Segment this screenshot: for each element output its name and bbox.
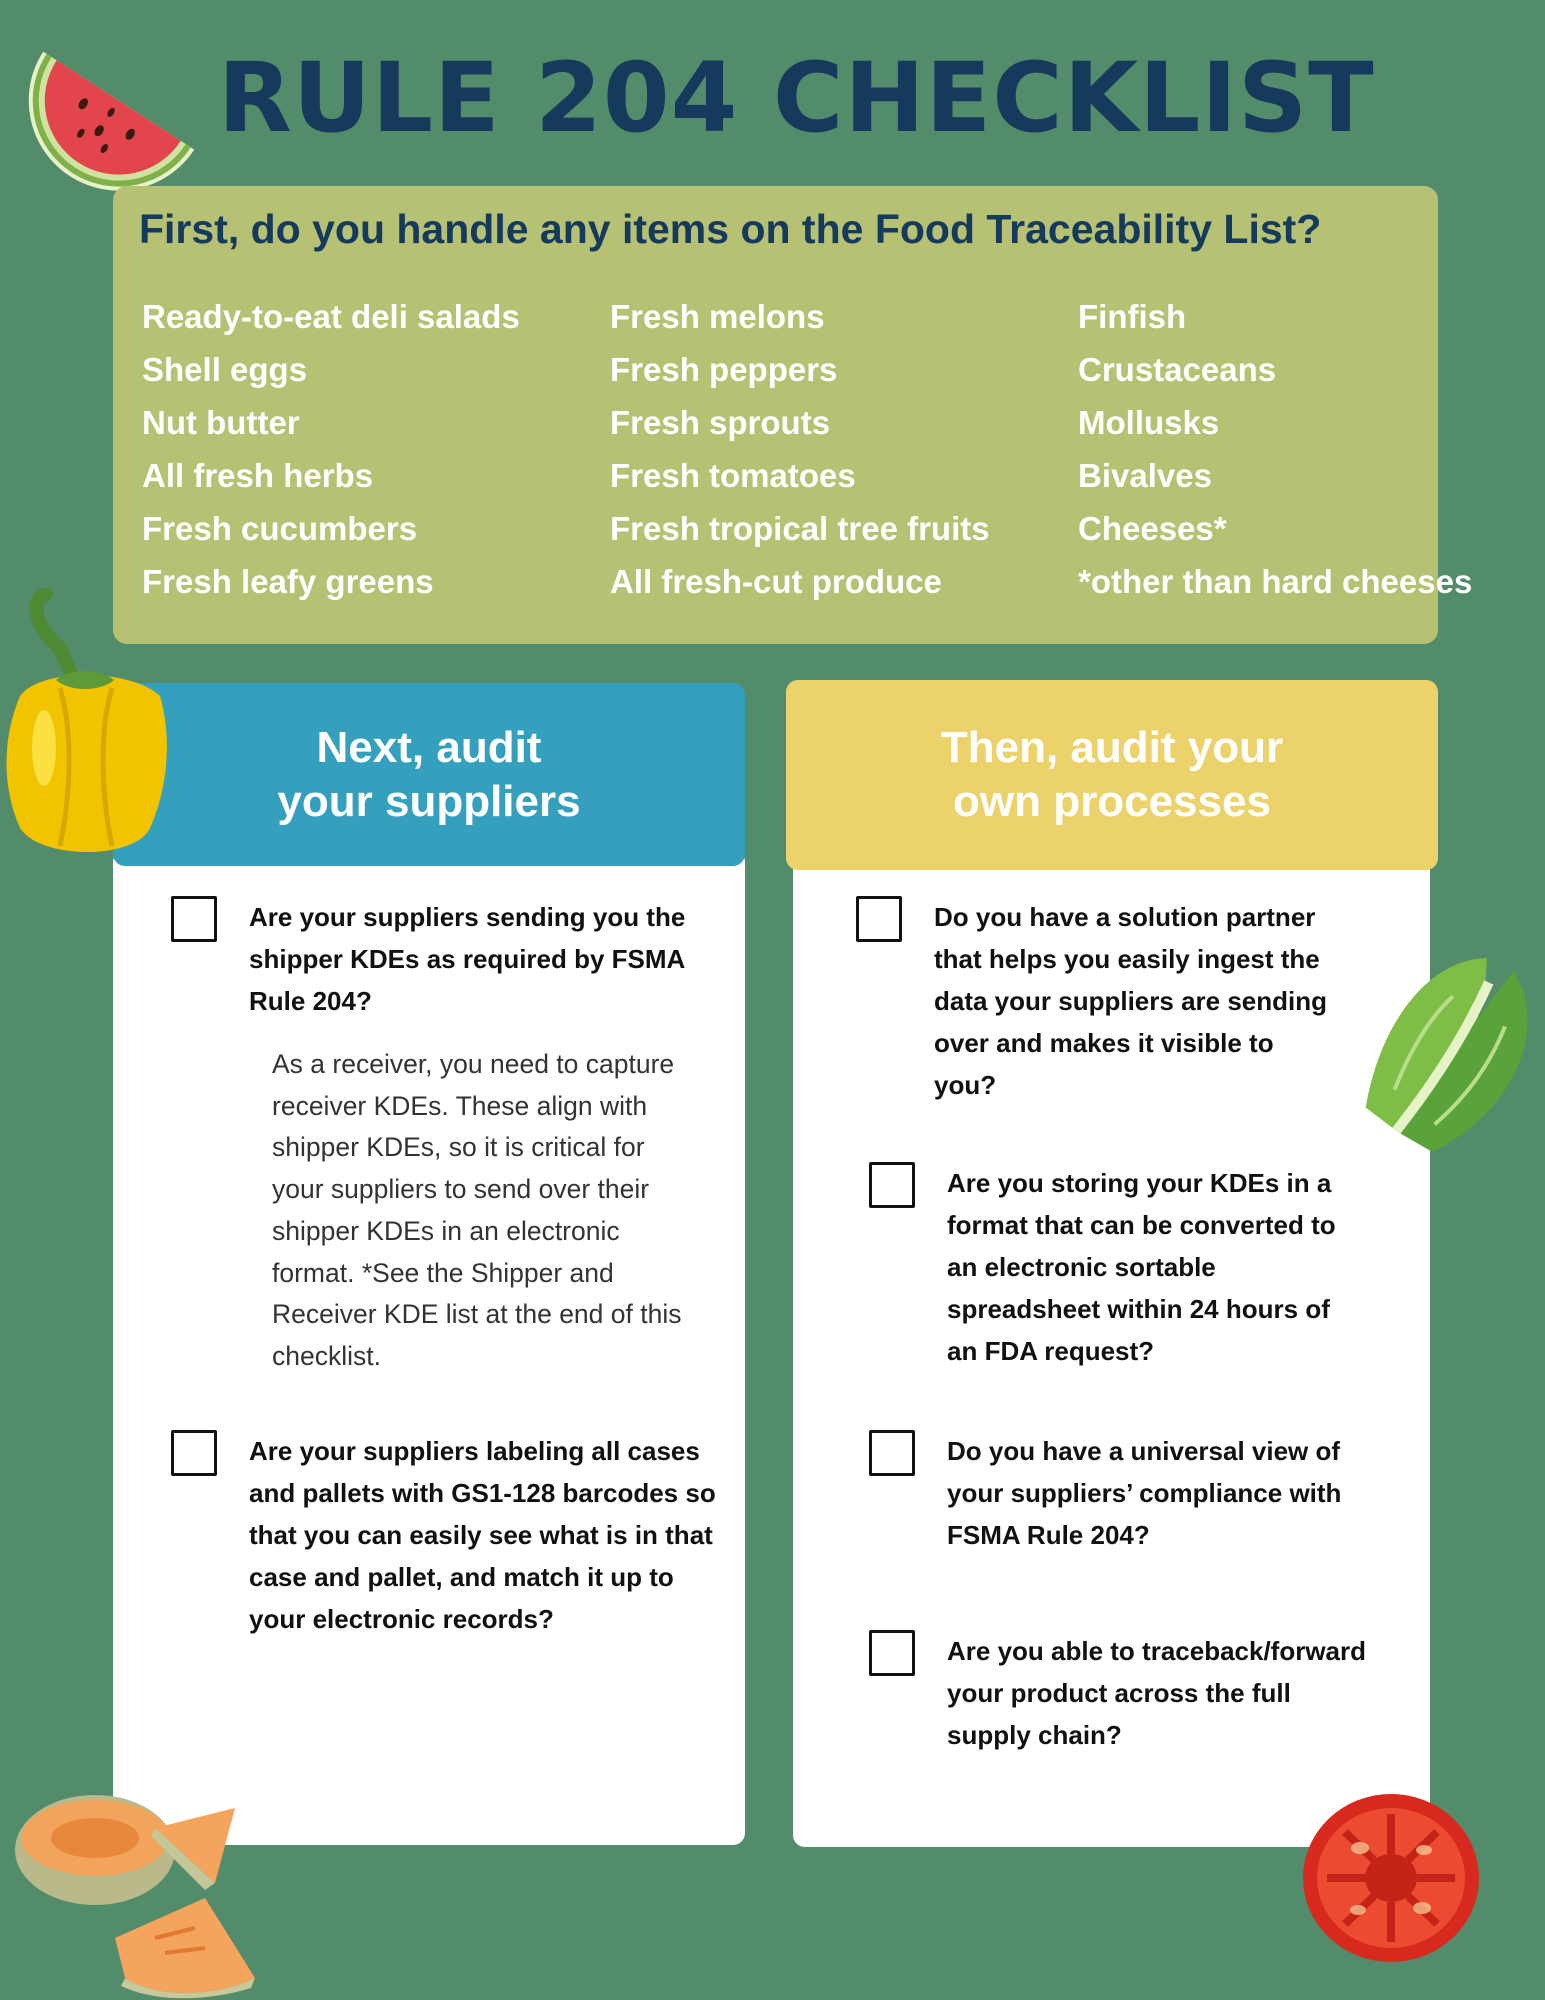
ftl-item: Crustaceans [1078,351,1277,388]
suppliers-card-header [113,683,745,866]
page-title: RULE 204 CHECKLIST [218,42,1375,154]
checkbox[interactable] [171,896,217,942]
suppliers-checklist-card [113,850,745,1845]
checkbox[interactable] [869,1630,915,1676]
ftl-item: Fresh tomatoes [610,457,856,494]
ftl-item: Fresh cucumbers [142,510,418,547]
tomato-icon [1300,1790,1482,1965]
ftl-item: Fresh peppers [610,351,838,388]
checkbox[interactable] [869,1162,915,1208]
checklist-question: Do you have a universal view of your suppliers’ compliance with FSMA Rule 204? [947,1436,1342,1550]
ftl-item: Shell eggs [142,351,308,388]
ftl-item: All fresh-cut produce [610,563,942,600]
ftl-item: Fresh melons [610,298,825,335]
ftl-column-1 [142,290,520,608]
watermelon-icon [12,36,208,192]
checkbox[interactable] [856,896,902,942]
ftl-footnote: *other than hard cheeses [1078,563,1473,600]
ftl-item: Nut butter [142,404,300,441]
cantaloupe-icon [5,1788,305,2000]
ftl-item: Finfish [1078,298,1187,335]
yellow-pepper-icon [0,588,170,860]
checklist-question: Do you have a solution partner that helps you easily ingest the data your suppliers are sending over and makes it visible to you? [934,902,1327,1100]
ftl-item: Mollusks [1078,404,1220,441]
ftl-item: Bivalves [1078,457,1212,494]
ftl-column-3 [1078,290,1472,608]
checklist-note: As a receiver, you need to capture receiver KDEs. These align with shipper KDEs, so it is critical for your suppliers to send over their shipper KDEs in an electronic format. *See the Shipper and Receiver KDE list at the end of this checklist. [272,1049,682,1371]
processes-heading: Then, audit your own processes [940,723,1284,826]
checklist-question: Are your suppliers labeling all cases and pallets with GS1-128 barcodes so that you can easily see what is in that case and pallet, and match it up to your electronic records? [249,1436,716,1634]
processes-card-header [786,680,1438,870]
ftl-item: Fresh tropical tree fruits [610,510,990,547]
romaine-lettuce-icon [1365,945,1545,1160]
ftl-item: Fresh leafy greens [142,563,434,600]
ftl-item: All fresh herbs [142,457,374,494]
ftl-item: Ready-to-eat deli salads [142,298,520,335]
suppliers-heading: Next, audit your suppliers [277,722,581,826]
ftl-question: First, do you handle any items on the Food Traceability List? [139,206,1322,252]
ftl-item: Cheeses* [1078,510,1227,547]
food-traceability-panel [113,186,1473,644]
ftl-column-2 [610,290,990,608]
processes-checklist-card [793,850,1430,1847]
checkbox[interactable] [869,1430,915,1476]
checkbox[interactable] [171,1430,217,1476]
checklist-question: Are you storing your KDEs in a format that can be converted to an electronic sortable spreadsheet within 24 hours of an FDA request? [947,1168,1336,1366]
checklist-question: Are your suppliers sending you the shipper KDEs as required by FSMA Rule 204? [249,902,686,1016]
ftl-item: Fresh sprouts [610,404,831,441]
checklist-question: Are you able to traceback/forward your product across the full supply chain? [947,1636,1367,1750]
